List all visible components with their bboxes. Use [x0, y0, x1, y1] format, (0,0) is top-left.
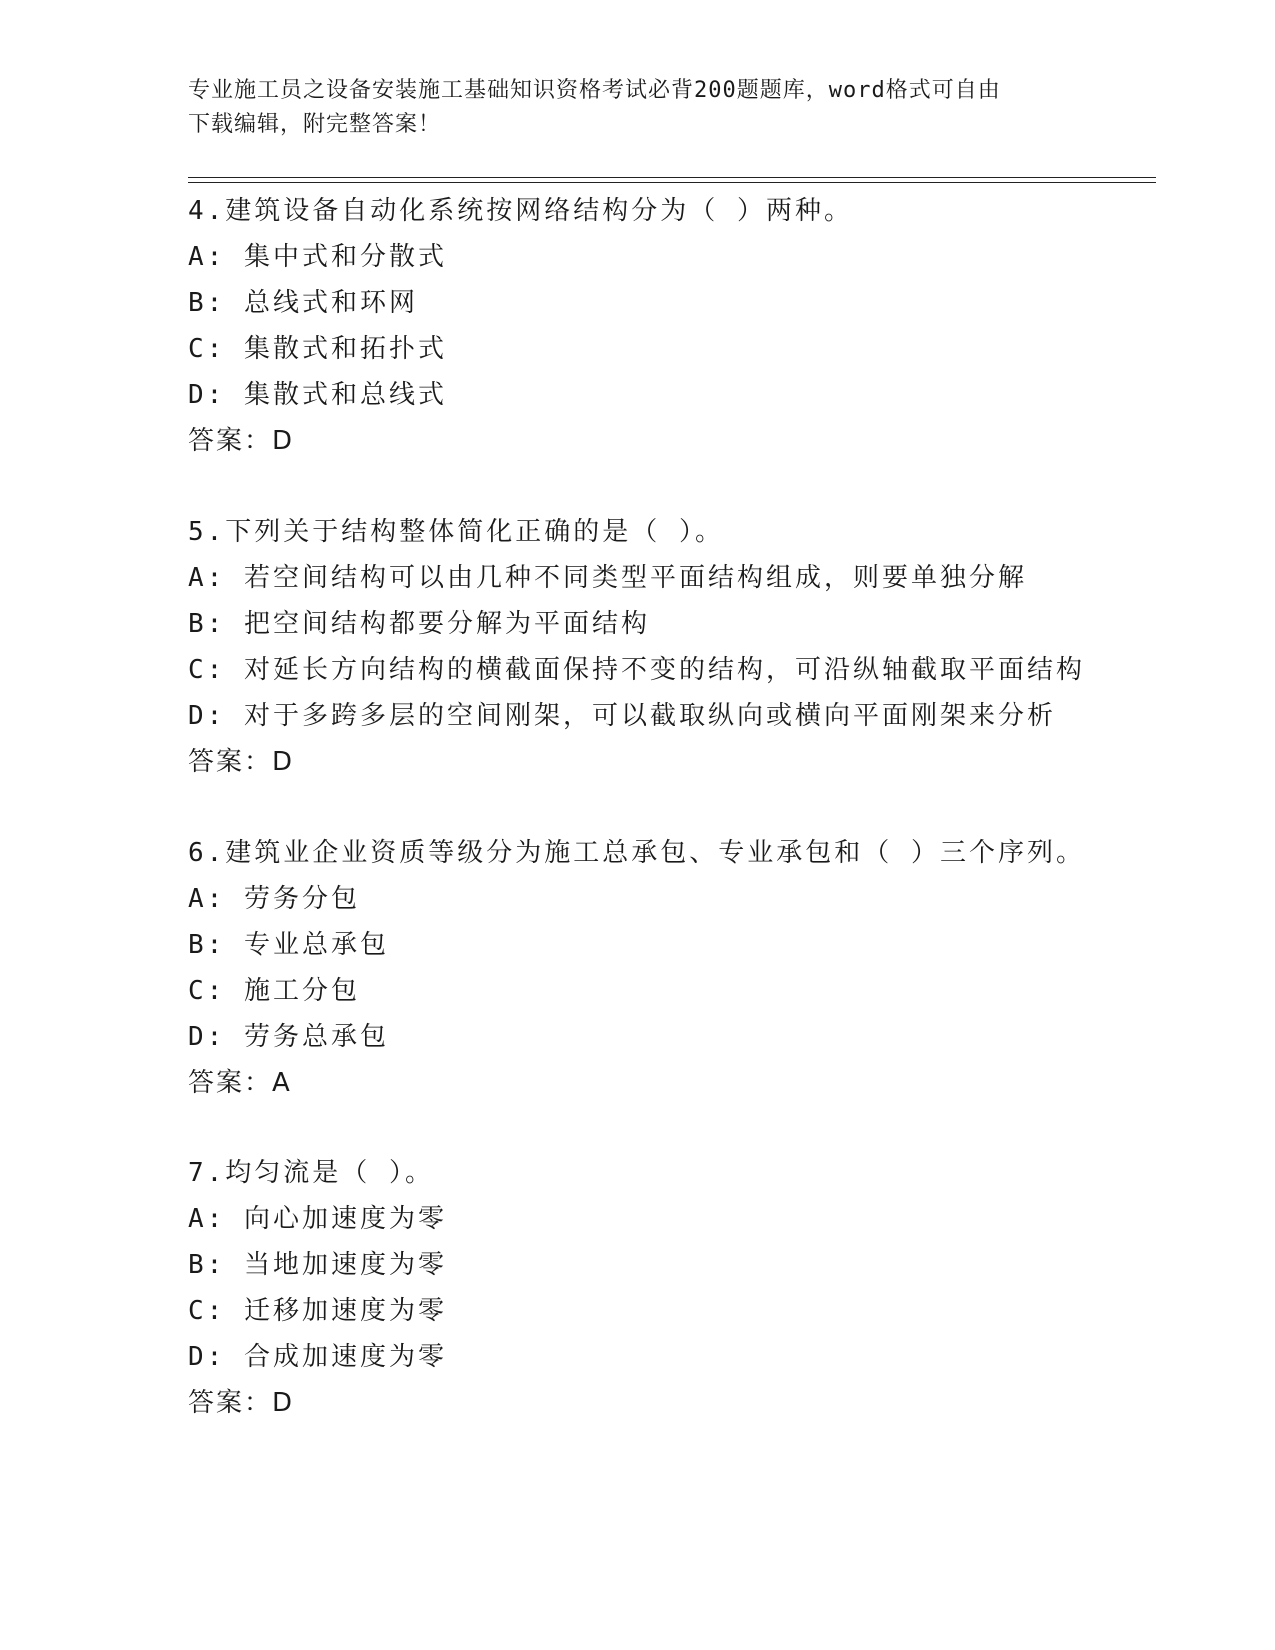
question-block: [188, 509, 1188, 785]
option-d: D: 对于多跨多层的空间刚架，可以截取纵向或横向平面刚架来分析: [188, 701, 1056, 731]
header-line-1: 专业施工员之设备安装施工基础知识资格考试必背200题题库，word格式可自由: [188, 78, 1001, 103]
option-b: B: 把空间结构都要分解为平面结构: [188, 609, 650, 639]
question-block: [188, 830, 1188, 1106]
answer-key: 答案：D: [188, 747, 295, 777]
header-line-2: 下载编辑，附完整答案！: [188, 112, 442, 137]
option-c: C: 迁移加速度为零: [188, 1296, 447, 1326]
question-stem: 5.下列关于结构整体简化正确的是（ ）。: [188, 517, 724, 547]
question-stem: 6.建筑业企业资质等级分为施工总承包、专业承包和（ ）三个序列。: [188, 838, 1085, 868]
question-block: [188, 1150, 1188, 1426]
option-a: A: 若空间结构可以由几种不同类型平面结构组成，则要单独分解: [188, 563, 1027, 593]
option-d: D: 集散式和总线式: [188, 380, 447, 410]
header-divider-bottom: [188, 182, 1156, 183]
answer-key: 答案：D: [188, 426, 295, 456]
answer-key: 答案：D: [188, 1388, 295, 1418]
option-d: D: 劳务总承包: [188, 1022, 389, 1052]
answer-key: 答案：A: [188, 1068, 292, 1098]
option-d: D: 合成加速度为零: [188, 1342, 447, 1372]
option-a: A: 集中式和分散式: [188, 242, 447, 272]
option-c: C: 集散式和拓扑式: [188, 334, 447, 364]
option-c: C: 施工分包: [188, 976, 360, 1006]
option-b: B: 专业总承包: [188, 930, 389, 960]
option-a: A: 劳务分包: [188, 884, 360, 914]
question-block: [188, 188, 1188, 464]
question-stem: 7.均匀流是（ ）。: [188, 1158, 434, 1188]
option-b: B: 当地加速度为零: [188, 1250, 447, 1280]
option-b: B: 总线式和环网: [188, 288, 418, 318]
option-c: C: 对延长方向结构的横截面保持不变的结构，可沿纵轴截取平面结构: [188, 655, 1085, 685]
option-a: A: 向心加速度为零: [188, 1204, 447, 1234]
document-header: [188, 74, 1078, 142]
header-divider-top: [188, 177, 1156, 178]
question-stem: 4.建筑设备自动化系统按网络结构分为（ ）两种。: [188, 196, 853, 226]
